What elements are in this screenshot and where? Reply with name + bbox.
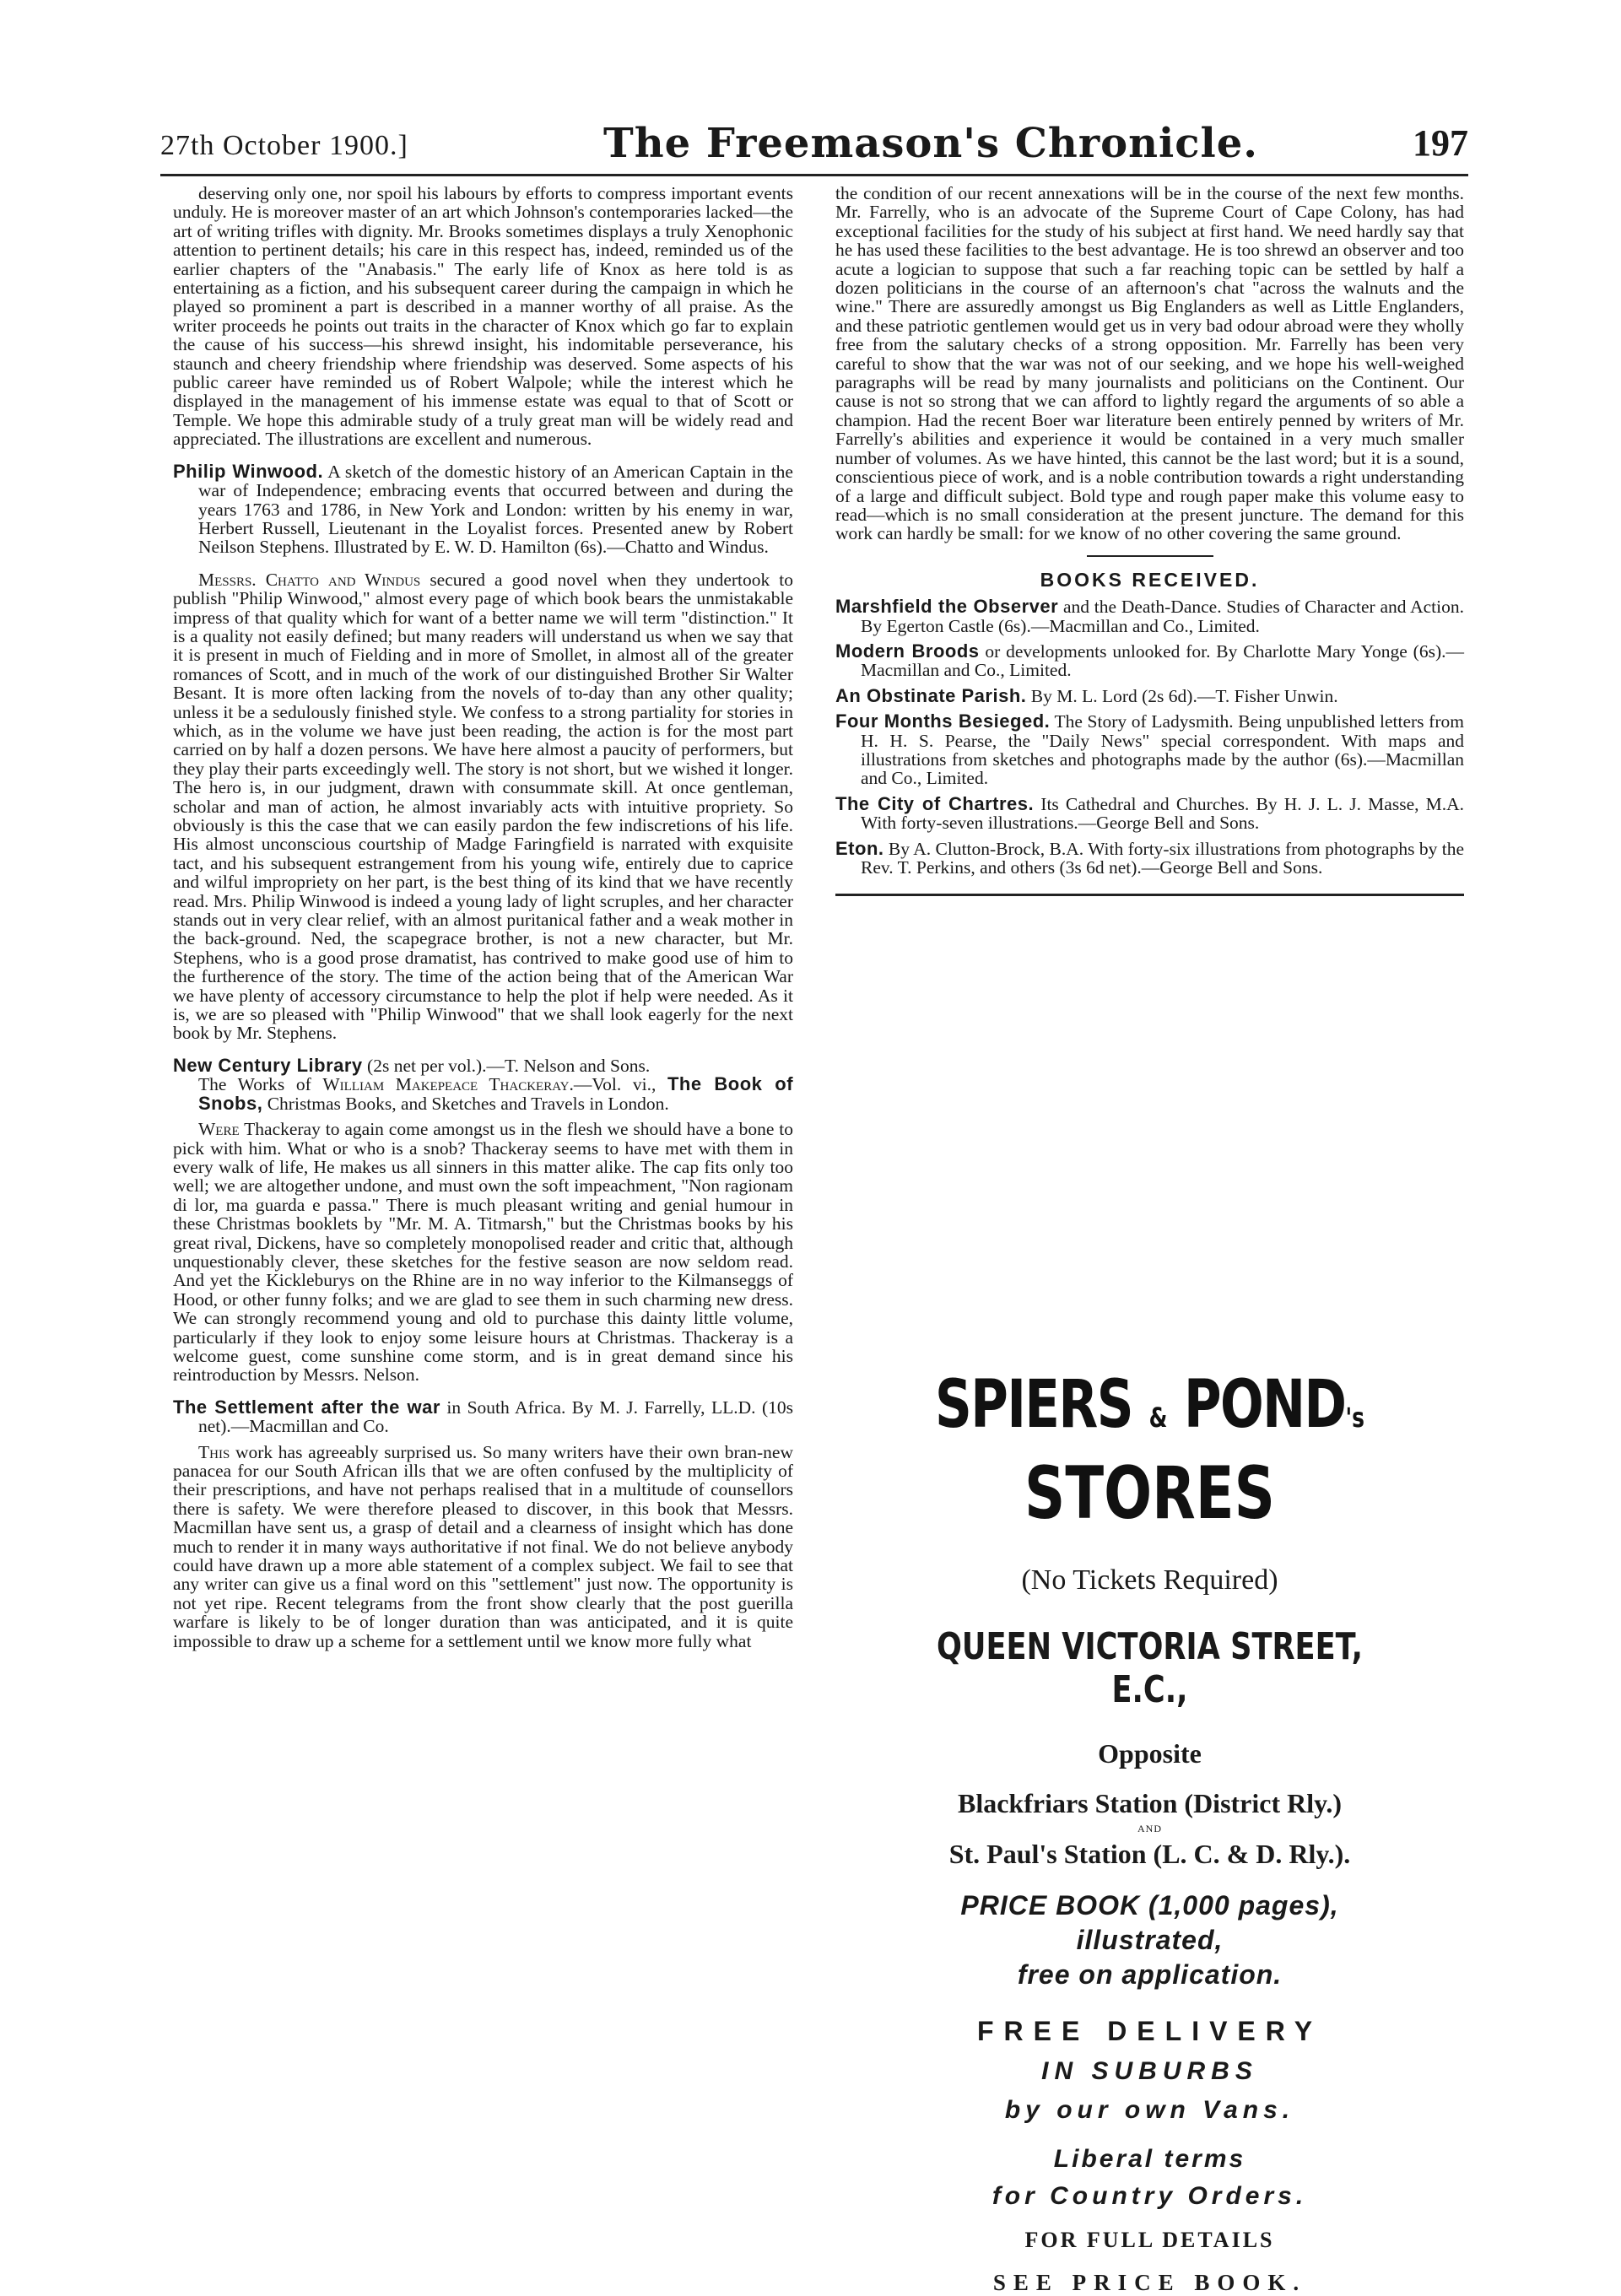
book-description: By M. L. Lord (2s 6d).—T. Fisher Unwin. bbox=[1030, 685, 1338, 706]
book-title: Marshfield the Observer bbox=[835, 596, 1059, 618]
advert-see-price-book: SEE PRICE BOOK. bbox=[992, 2270, 1307, 2295]
winwood-review bbox=[173, 570, 793, 1043]
advert-opposite: Opposite bbox=[1098, 1738, 1202, 1769]
advert-brand-name: SPIERS & POND's bbox=[935, 1367, 1364, 1443]
book-received-entry bbox=[835, 642, 1464, 680]
review-lead: Were bbox=[198, 1119, 240, 1140]
book-title: The City of Chartres. bbox=[835, 792, 1035, 814]
books-received-heading: BOOKS RECEIVED. bbox=[1040, 568, 1260, 591]
book-received-entry bbox=[835, 597, 1464, 635]
advert-country-orders: for Country Orders. bbox=[992, 2182, 1308, 2210]
advert-and: AND bbox=[1137, 1823, 1162, 1834]
advert-in-suburbs: IN SUBURBS bbox=[1041, 2057, 1258, 2085]
spiers-pond-advertisement bbox=[835, 1359, 1464, 2296]
settlement-review bbox=[173, 1443, 793, 1650]
header-rule bbox=[160, 174, 1468, 176]
advert-st-pauls: St. Paul's Station (L. C. & D. Rly.). bbox=[948, 1839, 1351, 1869]
section-divider bbox=[1087, 555, 1213, 557]
book-description: (2s net per vol.).—T. Nelson and Sons. bbox=[367, 1055, 651, 1076]
masthead-title: The Freemason's Chronicle. bbox=[603, 120, 1258, 167]
book-description: Its Cathedral and Churches. By H. J. L. J. Masse, M.A. With forty-seven illustrations.—George Bell and Sons. bbox=[861, 793, 1465, 834]
advert-top-rule bbox=[835, 894, 1464, 896]
book-title: Philip Winwood. bbox=[173, 460, 324, 482]
book-description: and the Death-Dance. Studies of Character and Action. By Egerton Castle (6s).—Macmillan and Co., Limited. bbox=[861, 597, 1464, 636]
advert-free-application: free on application. bbox=[1017, 1959, 1283, 1990]
review-lead: This bbox=[198, 1441, 230, 1462]
advert-blackfriars: Blackfriars Station (District Rly.) bbox=[957, 1788, 1343, 1818]
advert-stores: STORES bbox=[1024, 1451, 1275, 1536]
advert-price-book: PRICE BOOK (1,000 pages), bbox=[960, 1890, 1339, 1921]
book-title: Eton. bbox=[835, 837, 884, 859]
advert-illustrated: illustrated, bbox=[1076, 1925, 1224, 1955]
review-text: secured a good novel when they undertook to publish "Philip Winwood," almost every page of which book bears the unmistakable impress of that quality which for want of a better name we will term "distinction." It is a quality not easily defined; but many readers will understand us when we say that it is present in much of Fielding and in more of Smollet, in almost all of the greater romances of Scott, and in much of the work of our distinguished Brother Sir Walter Besant. It is more often lacking from the novels of to-day than any other quality; unless it be a sedulously finished style. We confess to a strong partiality for stories in which, as in the volume we have just been reading, the action is for the most part carried on by half a dozen persons. We have here almost a paucity of performers, but they play their parts exceedingly well. The story is not short, but we wished it longer. The hero is, in our judgment, drawn with consummate skill. At once gentleman, scholar and man of action, he almost invariably acts with intuitive propriety. So obviously is this the case that we can easily pardon the few indiscretions of his life. His almost unconscious courtship of Madge Faringfield is narrated with exquisite tact, and his subsequent estrangement from his young wife, entirely due to caprice and wilful impropriety on her part, is the best thing of its kind that we have recently read. Mrs. Philip Winwood is indeed a young lady of light scruples, and her character stands out in very clear relief, with an almost puritanical father and a weak mother in the back-ground. Ned, the scapegrace brother, is not a new character, but Mr. Stephens, who is a good prose dramatist, has contrived to make good use of him to the furtherence of the story. The time of the action being that of the American War we have plenty of accessory circumstance to help the plot if help were needed. As it is, we are so pleased with "Philip Winwood" that we shall look eagerly for the next book by Mr. Stephens. bbox=[173, 569, 794, 1044]
review-text: Thackeray to again come amongst us in the flesh we should have a bone to pick with him. What or who is a snob? Thackeray seems to have met with them in every walk of life, He makes us all sinners in this matter alike. The cap fits only too well; we are altogether undone, and must own the soft impeachment, "Non ragionam di lor, ma guarda e passa." There is much pleasant writing and genial humour in these Christmas booklets by "Mr. M. A. Titmarsh," but the Christmas books by his great rival, Dickens, have so completely monopolised reader and critic that, although unquestionably clever, these sketches for the festive season are now seldom read. And yet the Kickleburys on the Rhine are in no way inferior to the Kilmanseggs of Hood, or other funny folks; and we are glad to see them in such charming new dress. We can strongly recommend young and old to purchase this dainty little volume, particularly if they look to enjoy some leisure hours at Christmas. Thackeray is a welcome guest, come sunshine come storm, and is in great demand since his reintroduction by Messrs. Nelson. bbox=[173, 1119, 793, 1386]
advert-own-vans: by our own Vans. bbox=[1004, 2096, 1295, 2124]
book-entry-settlement bbox=[173, 1398, 793, 1436]
book-description: By A. Clutton-Brock, B.A. With forty-six illustrations from photographs by the Rev. T. Perkins, and others (3s 6d net).—George Bell and Sons. bbox=[861, 838, 1465, 878]
page-number: 197 bbox=[1413, 122, 1468, 164]
advert-no-tickets: (No Tickets Required) bbox=[1021, 1564, 1278, 1596]
book-entry-new-century bbox=[173, 1056, 793, 1075]
knox-review-end: deserving only one, nor spoil his labours by efforts to compress important events unduly. He is moreover master of an art which Johnson's contemporaries lacked—the art of writing trifles with dignity. Mr. Brooks sometimes displays a truly Xenophonic attention to pertinent details; his care in this respect has, indeed, reminded us of the earlier chapters of the "Anabasis." The early life of Knox as here told is as entertaining as a fiction, and his subsequent career during the campaign in which he played so prominent a part is described in a manner worthy of all praise. As the writer proceeds he points out traits in the character of Knox which go far to explain the cause of his success—his shrewd insight, his indomitable perseverance, his staunch and cheery friendship where friendship was deserved. Some aspects of his public career have reminded us of Robert Walpole; while the interest which he displayed in the management of his immense estate was equal to that of Scott or Temple. We hope this admirable study of a truly great man will be widely read and appreciated. The illustrations are excellent and numerous. bbox=[173, 183, 793, 450]
issue-date: 27th October 1900.] bbox=[160, 130, 408, 161]
book-description: The Story of Ladysmith. Being unpublished letters from H. H. S. Pearse, the "Daily News" special correspondent. With maps and illustrations from sketches and photographs made by the author (6s).—Macmillan and Co., Limited. bbox=[861, 711, 1464, 789]
page-header bbox=[160, 118, 1468, 177]
advert-liberal-terms: Liberal terms bbox=[1053, 2145, 1246, 2173]
advert-address: QUEEN VICTORIA STREET, E.C., bbox=[936, 1625, 1364, 1711]
review-lead: Messrs. Chatto and Windus bbox=[198, 569, 421, 590]
book-entry-winwood bbox=[173, 462, 793, 557]
book-title: The Book of Snobs, bbox=[198, 1073, 794, 1114]
book-description: Christmas Books, and Sketches and Travels in London. bbox=[267, 1093, 669, 1114]
thackeray-works-line: The Works of William Makepeace Thackeray.—Vol. vi., The Book of Snobs, Christmas Books, and Sketches and Travels in London. bbox=[198, 1073, 794, 1114]
author-name: William Makepeace Thackeray bbox=[322, 1074, 570, 1095]
book-description: or developments unlooked for. By Charlotte Mary Yonge (6s).—Macmillan and Co., Limited. bbox=[861, 640, 1464, 681]
book-title: Modern Broods bbox=[835, 640, 980, 662]
advert-full-details: FOR FULL DETAILS bbox=[1024, 2228, 1275, 2252]
book-title: Four Months Besieged. bbox=[835, 710, 1051, 732]
book-received-entry bbox=[835, 712, 1464, 788]
snobs-review bbox=[173, 1120, 793, 1385]
settlement-review-continued: the condition of our recent annexations will be in the course of the next few months. Mr. Farrelly, who is an advocate of the Supreme Court of Cape Colony, has had exceptional facilities for the study of his subject at first hand. We need hardly say that he has used these facilities to the best advantage. He is too shrewd an observer and too acute a logician to suppose that such a far reaching topic can be settled by half a dozen politicians in the course of an afternoon's chat "across the walnuts and the wine." There are assuredly amongst us Big Englanders as well as Little Englanders, and these patriotic gentlemen would get us in very bad odour abroad were they wholly free from the salutary checks of a strong opposition. Mr. Farrelly has been very careful to show that the war was not of our seeking, and we hope his well-weighed paragraphs will be read by many journalists and politicians on the Continent. Our cause is not so strong that we can afford to lightly regard the arguments of so able a champion. Had the recent Boer war literature been entirely penned by writers of Mr. Farrelly's abilities and experience it would be contained in a very much smaller number of volumes. As we have hinted, this cannot be the last word; but it is a sound, conscientious piece of work, and is a noble contribution towards a right understanding of a large and difficult subject. Bold type and rough paper make this volume easy to read—which is no small consideration at the present juncture. The demand for this work can hardly be small: for we know of no other covering the same ground. bbox=[835, 183, 1464, 544]
book-description: A sketch of the domestic history of an American Captain in the war of Independence; embracing events that occurred between and during the years 1763 and 1786, in New York and London: written by his enemy in war, Herbert Russell, Lieutenant in the Loyalist forces. Presented anew by Robert Neilson Stephens. Illustrated by E. W. D. Hamilton (6s).—Chatto and Windus. bbox=[198, 461, 793, 558]
book-title: The Settlement after the war bbox=[173, 1396, 440, 1418]
book-description: in South Africa. By M. J. Farrelly, LL.D. (10s net).—Macmillan and Co. bbox=[198, 1397, 793, 1437]
book-received-entry bbox=[835, 684, 1464, 706]
book-title: An Obstinate Parish. bbox=[835, 684, 1027, 706]
book-title: New Century Library bbox=[173, 1054, 363, 1076]
book-received-entry bbox=[835, 792, 1465, 834]
left-column bbox=[173, 184, 793, 1650]
review-text: work has agreeably surprised us. So many writers have their own bran-new panacea for our South African ills that we are often confused by the multiplicity of their prescriptions, and have not perhaps realised that in a multitude of counsellors there is safety. We were therefore pleased to discover, in this book that Messrs. Macmillan have sent us, a grasp of detail and a clearness of insight which has done much to render it in many ways authoritative if not final. We do not believe anybody could have drawn up a more able statement of a complex subject. We fail to see that any writer can give us a final word on this "settlement" just now. The opportunity is not yet ripe. Recent telegrams from the front show clearly that the post guerilla warfare is likely to be of longer duration than was anticipated, and it is quite impossible to draw up a scheme for a settlement until we know more fully what bbox=[173, 1441, 793, 1651]
right-column bbox=[835, 184, 1464, 896]
book-received-entry bbox=[835, 837, 1465, 878]
advert-free-delivery: FREE DELIVERY bbox=[976, 2016, 1323, 2046]
